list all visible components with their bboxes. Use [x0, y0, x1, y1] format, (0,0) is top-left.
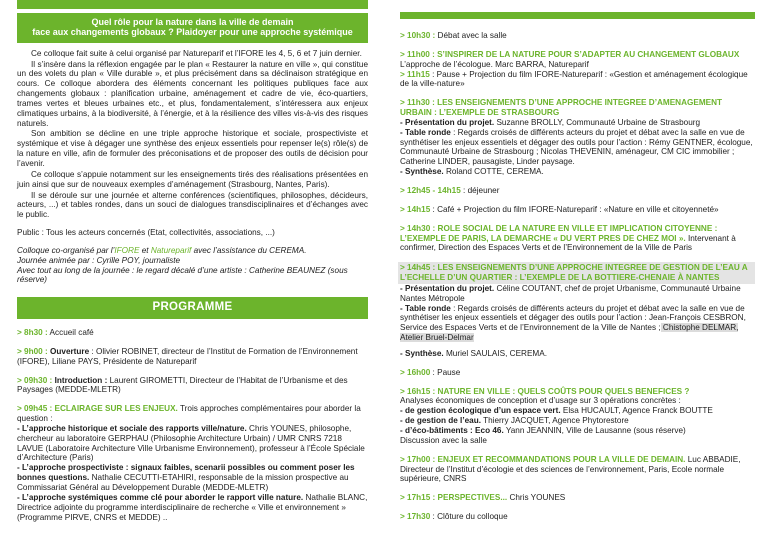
- approach-item: - L’approche systémiques comme clé pour aborder le rapport ville nature. Nathalie BLANC, Directrice adjointe du programme interdisciplinaire de recherche « Ville et environnement » (Programme PIRVE, CNRS et MEDDE) ..: [17, 492, 368, 522]
- entry-time: > 8h30 :: [17, 328, 48, 338]
- intro-paragraph: Ce colloque s’appuie notamment sur les enseignements tirés des réalisations présentées en juin ainsi que sur de nouveaux exemples d’aménagement (Strasbourg, Nantes, Paris).: [17, 169, 368, 189]
- entry-heading: > 11h30 : LES ENSEIGNEMENTS D’UNE APPROCHE INTEGREE D’AMENAGEMENT URBAIN : L’EXEMPLE DE STRASBOURG: [400, 98, 723, 118]
- left-column: [17, 0, 368, 522]
- intro-paragraph: Il s’insère dans la réflexion engagée par le plan « Restaurer la nature en ville », qui constitue un des volets du plan « Ville durable », et plus précisément dans sa déclinaison stratégique en cours. Ce colloque abordera des éléments concernant les politiques publiques face aux changements globaux : planification urbaine, aménagement et cadre de vie, éco-quartiers, trames vertes et bleues urbaines etc., et plus, fondamentalement, s’intéressera aux enjeux climatiques urbains, à la biodiversité, à l’énergie, et à la résilience des villes vis-à-vis des risques naturels.: [17, 59, 368, 128]
- program-entry-1730: > 17h30 : Clôture du colloque: [400, 512, 508, 522]
- title-line-1: Quel rôle pour la nature dans la ville de demain: [91, 17, 294, 27]
- program-entry-0900: > 9h00 : Ouverture : Olivier ROBINET, directeur de l’Institut de Formation de l’Environnement (IFORE), Liliane PAYS, Présidente de Natureparif: [17, 346, 358, 366]
- entry-time: > 09h30 :: [17, 375, 53, 385]
- program-entry-1615: [400, 387, 755, 397]
- entry-detail: - Synthèse. Muriel SAULAIS, CEREMA.: [400, 348, 547, 358]
- co-organizers-line: Colloque co-organisé par l’IFORE et Natureparif avec l’assistance du CEREMA.: [17, 245, 307, 255]
- program-entry-0945: > 09h45 : ECLAIRAGE SUR LES ENJEUX. Trois approches complémentaires pour aborder la question :: [17, 404, 361, 424]
- program-entry-1415: > 14h15 : Café + Projection du film IFORE-Natureparif : «Nature en ville et citoyenneté»: [400, 204, 719, 214]
- entry-time: > 17h30: [400, 512, 431, 522]
- entry-heading: > 17h15 : PERSPECTIVES...: [400, 493, 508, 503]
- natureparif-link[interactable]: Natureparif: [150, 245, 192, 255]
- audience-line: Public : Tous les acteurs concernés (Etat, collectivités, associations, ...): [17, 228, 275, 238]
- program-entry-1715: > 17h15 : PERSPECTIVES... Chris YOUNES: [400, 493, 566, 503]
- entry-detail: Discussion avec la salle: [400, 435, 487, 445]
- program-entry-0930: > 09h30 : Introduction : Laurent GIROMETTI, Directeur de l’Habitat de l’Urbanisme et des Paysages (MEDDE-MLETR): [17, 375, 348, 395]
- entry-detail: - Table ronde : Regards croisés de différents acteurs du projet et débat avec la salle en vue de synthétiser les enjeux essentiels et dégager des outils pour l’action : Jean-François CESBRON, Service des Espaces Verts et de l’Environnement de la Ville de Nantes ; Chistophe DELMAR, Atelier Bruel-Delmar: [400, 303, 746, 343]
- entry-heading: > 16h15 : NATURE EN VILLE : QUELS COÛTS POUR QUELS BENEFICES ?: [400, 386, 690, 396]
- title-banner: [17, 13, 368, 43]
- approach-item: - L’approche prospectiviste : signaux faibles, scenarii possibles ou comment poser les bonnes questions. Nathalie CECUTTI-ETAHIRI, responsable de la mission prospective au Commissariat Général au Développement Durable (MEDDE-MLETR): [17, 463, 355, 493]
- artist-line: Avec tout au long de la journée : le regard décalé d’une artiste : Catherine BEAUNEZ (sous réserve): [17, 265, 348, 285]
- program-entry-1100: [400, 50, 755, 60]
- programme-banner: PROGRAMME: [17, 297, 368, 319]
- entry-heading: > 11h00 : S’INSPIRER DE LA NATURE POUR S’ADAPTER AU CHANGEMENT GLOBAUX: [400, 49, 740, 59]
- approach-item: - L’approche historique et sociale des rapports ville/nature. Chris YOUNES, philosophe, chercheur au laboratoire GERPHAU (Philosophie Architecture Urbain) / UMR CNRS 7218 LAVUE (Laboratoire Architecture Ville Urbanisme Environnement), professeur à l’École Spéciale d’Architecture (Paris): [17, 423, 365, 463]
- entry-heading: > 14h30 : ROLE SOCIAL DE LA NATURE EN VILLE ET IMPLICATION CITOYENNE : L’EXEMPLE DE PARIS, LA DEMARCHE « DU VERT PRES DE CHEZ MOI ».: [400, 223, 718, 243]
- entry-time: > 11h15: [400, 69, 430, 79]
- entry-heading: > 09h45 : ECLAIRAGE SUR LES ENJEUX.: [17, 404, 178, 414]
- intro-paragraph: Ce colloque fait suite à celui organisé par Natureparif et l’IFORE les 4, 5, 6 et 7 juin dernier.: [31, 48, 362, 58]
- title-line-2: face aux changements globaux ? Plaidoyer pour une approche systémique: [32, 27, 353, 38]
- entry-detail: L’approche de l’écologue. Marc BARRA, Natureparif: [400, 59, 589, 69]
- right-column: [400, 0, 755, 522]
- entry-detail: - Présentation du projet. Suzanne BROLLY, Communauté Urbaine de Strasbourg: [400, 117, 701, 127]
- cost-item: - d’éco-bâtiments : Eco 46. Yann JEANNIN, Ville de Lausanne (sous réserve): [400, 426, 686, 435]
- highlighted-speaker: Chistophe DELMAR, Atelier Bruel-Delmar: [400, 323, 739, 343]
- program-entry-1245: > 12h45 - 14h15 : déjeuner: [400, 185, 500, 195]
- program-entry-1430: > 14h30 : ROLE SOCIAL DE LA NATURE EN VILLE ET IMPLICATION CITOYENNE : L’EXEMPLE DE PARIS, LA DEMARCHE « DU VERT PRES DE CHEZ MOI ». Intervenant à confirmer, Direction des Espaces Verts et de l’Environnement de la Ville de Paris: [400, 223, 736, 253]
- program-entry-1600: > 16h00 : Pause: [400, 367, 461, 377]
- program-entry-1115: > 11h15 : Pause + Projection du film IFORE-Natureparif : «Gestion et aménagement écologique de la ville-nature»: [400, 69, 748, 89]
- program-entry-1130: [400, 98, 755, 118]
- entry-time: > 16h00: [400, 367, 431, 377]
- entry-detail: Analyses économiques de conception et d’usage sur 3 opérations concrètes :: [400, 396, 681, 406]
- entry-time: > 10h30 :: [400, 31, 436, 40]
- cost-item: - de gestion de l’eau. Thierry JACQUET, Agence Phytorestore: [400, 416, 629, 426]
- program-entry-1700: > 17h00 : ENJEUX ET RECOMMANDATIONS POUR LA VILLE DE DEMAIN. Luc ABBADIE, Directeur de l’Institut d’écologie et des sciences de l’environnement, Paris, Ecole normale supérieure, CNRS: [400, 454, 741, 484]
- entry-time: > 9h00 :: [17, 346, 48, 356]
- intro-paragraph: Son ambition se décline en une triple approche historique et sociale, prospectiviste et systémique et vise à dégager une synthèse des enjeux essentiels pour repenser le(s) rôle(s) de la nature en ville, afin de formuler des préconisations et de proposer des outils de décision pour l’avenir.: [17, 129, 368, 168]
- host-line: Journée animée par : Cyrille POY, journaliste: [17, 255, 181, 265]
- entry-detail: - Synthèse. Roland COTTE, CEREMA.: [400, 167, 544, 177]
- entry-time: > 12h45 - 14h15: [400, 185, 461, 195]
- program-entry-1445: [398, 262, 755, 284]
- intro-paragraph: Il se déroule sur une journée et alterne conférences (scientifiques, philosophes, décideurs, acteurs, ...) et tables rondes, dans un souci de dialogues transdisciplinaires et d’échanges avec le public.: [17, 190, 368, 220]
- program-entry-1030: > 10h30 : Débat avec la salle: [400, 31, 507, 40]
- cost-item: - de gestion écologique d’un espace vert. Elsa HUCAULT, Agence Franck BOUTTE: [400, 406, 713, 416]
- entry-heading: > 17h00 : ENJEUX ET RECOMMANDATIONS POUR LA VILLE DE DEMAIN.: [400, 454, 686, 464]
- entry-time: > 14h15: [400, 204, 431, 214]
- ifore-link[interactable]: IFORE: [114, 245, 140, 255]
- entry-detail: - Table ronde : Regards croisés de différents acteurs du projet et débat avec la salle en vue de synthétiser les enjeux essentiels et dégager des outils pour l’action : Rémy GENTNER, écologue, Communauté Urbaine de Strasbourg ; Nicolas THEVENIN, aménageur, CM CIC immobilier ; Catherine LINDER, pausagiste, Linder paysage.: [400, 127, 753, 167]
- program-entry-0830: > 8h30 : Accueil café: [17, 328, 94, 338]
- entry-detail: - Présentation du projet. Céline COUTANT, chef de projet Urbanisme, Communauté Urbaine Nantes Métropole: [400, 283, 741, 303]
- entry-heading: > 14h45 : LES ENSEIGNEMENTS D’UNE APPROCHE INTEGREE DE GESTION DE L’EAU A L’ECHELLE D’UN QUARTIER : L’EXEMPLE DE LA BOTTIERE-CHENAIE À NANTES: [400, 263, 748, 283]
